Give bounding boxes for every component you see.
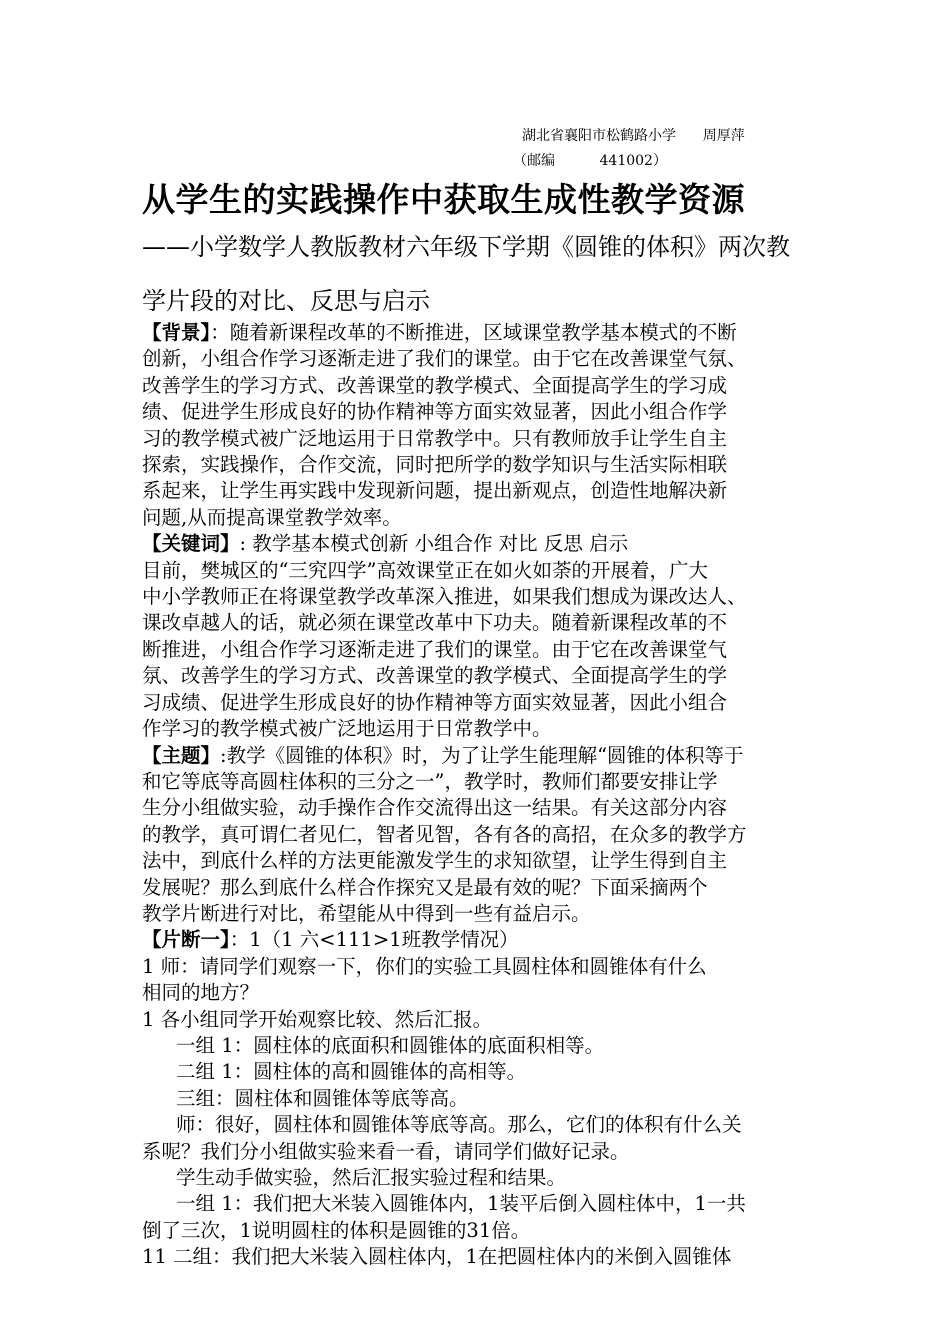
theme-paragraph-line: 的教学，真可谓仁者见仁，智者见智，各有各的高招，在众多的教学方 [142, 822, 747, 846]
background-paragraph-line: 问题,从而提高课堂教学效率。 [142, 505, 402, 529]
background-paragraph-line: 习的教学模式被广泛地运用于日常教学中。只有教师放手让学生自主 [142, 426, 728, 450]
fragment-line: 相同的地方？ [142, 981, 260, 1005]
body-text [142, 320, 822, 1271]
background-paragraph-line: 创新，小组合作学习逐渐走进了我们的课堂。由于它在改善课堂气氛、 [142, 347, 747, 371]
fragment-label: 【片断一】 [142, 928, 230, 952]
theme-label: 【主题】 [142, 743, 221, 767]
fragment-indented-line: 三组：圆柱体和圆锥体等底等高。 [176, 1086, 469, 1110]
intro-paragraph-line: 氛、改善学生的学习方式、改善课堂的教学模式、全面提高学生的学 [142, 664, 728, 688]
fragment-indented-line: 一组 1：我们把大米装入圆锥体内，1装平后倒入圆柱体中，1一共 [176, 1192, 746, 1216]
fragment-indented-line: 一组 1：圆柱体的底面积和圆锥体的底面积相等。 [176, 1033, 605, 1057]
fragment-line: 系呢？我们分小组做实验来看一看，请同学们做好记录。 [142, 1139, 630, 1163]
postcode-line: （邮编 441002） [513, 153, 667, 169]
fragment-indented-line: 师：很好，圆柱体和圆锥体等底等高。那么，它们的体积有什么关 [176, 1113, 742, 1137]
fragment-line: 倒了三次，1说明圆柱的体积是圆锥的31倍。 [142, 1218, 531, 1242]
intro-paragraph-line: 习成绩、促进学生形成良好的协作精神等方面实效显著，因此小组合 [142, 690, 728, 714]
theme-paragraph-line: 发展呢？那么到底什么样合作探究又是最有效的呢？下面采摘两个 [142, 875, 708, 899]
document-title: 从学生的实践操作中获取生成性教学资源 [142, 180, 745, 219]
intro-paragraph-line: 目前，樊城区的“三究四学”高效课堂正在如火如荼的开展着，广大 [142, 558, 708, 582]
keywords-line: 【关键词】: 教学基本模式创新 小组合作 对比 反思 启示 [142, 532, 629, 556]
background-paragraph-line: 【背景】：随着新课程改革的不断推进，区域课堂教学基本模式的不断 [142, 321, 737, 344]
background-label: 【背景】 [142, 321, 211, 344]
fragment-line: 1 各小组同学开始观察比较、然后汇报。 [142, 1007, 493, 1031]
background-paragraph-line: 改善学生的学习方式、改善课堂的教学模式、全面提高学生的学习成 [142, 373, 728, 397]
theme-paragraph-line: 和它等底等高圆柱体积的三分之一”，教学时，教师们都要安排让学 [142, 769, 718, 793]
subtitle-line-2: 学片段的对比、反思与启示 [142, 287, 430, 315]
fragment-line: 11 二组：我们把大米装入圆柱体内，1在把圆柱体内的米倒入圆锥体 [142, 1245, 732, 1269]
theme-paragraph-line: 法中，到底什么样的方法更能激发学生的求知欲望，让学生得到自主 [142, 849, 728, 873]
background-paragraph-line: 绩、促进学生形成良好的协作精神等方面实效显著，因此小组合作学 [142, 400, 728, 424]
subtitle-line-1: ——小学数学人教版教材六年级下学期《圆锥的体积》两次教 [142, 233, 790, 261]
intro-paragraph-line: 断推进，小组合作学习逐渐走进了我们的课堂。由于它在改善课堂气 [142, 637, 728, 661]
fragment-indented-line: 二组 1：圆柱体的高和圆锥体的高相等。 [176, 1060, 527, 1084]
fragment-indented-line: 学生动手做实验，然后汇报实验过程和结果。 [176, 1166, 567, 1189]
intro-paragraph-line: 课改卓越人的话，就必须在课堂改革中下功夫。随着新课程改革的不 [142, 611, 728, 635]
fragment-heading: 【片断一】：1（1 六<111>1班教学情况） [142, 928, 519, 952]
intro-paragraph-line: 中小学教师正在将课堂教学改革深入推进，如果我们想成为课改达人、 [142, 585, 747, 609]
author-line: 湖北省襄阳市松鹤路小学 周厚萍 [522, 128, 745, 144]
background-paragraph-line: 探索，实践操作，合作交流，同时把所学的数学知识与生活实际相联 [142, 453, 728, 477]
theme-paragraph-line: 教学片断进行对比，希望能从中得到一些有益启示。 [142, 901, 591, 925]
keywords-label: 【关键词】 [142, 532, 240, 556]
theme-paragraph-line: 生分小组做实验，动手操作合作交流得出这一结果。有关这部分内容 [142, 796, 728, 820]
background-paragraph-line: 系起来，让学生再实践中发现新问题，提出新观点，创造性地解决新 [142, 479, 728, 503]
intro-paragraph-line: 作学习的教学模式被广泛地运用于日常教学中。 [142, 717, 552, 741]
fragment-line: 1 师：请同学们观察一下，你们的实验工具圆柱体和圆锥体有什么 [142, 954, 707, 978]
theme-paragraph-line: 【主题】:教学《圆锥的体积》时，为了让学生能理解“圆锥的体积等于 [142, 743, 744, 767]
